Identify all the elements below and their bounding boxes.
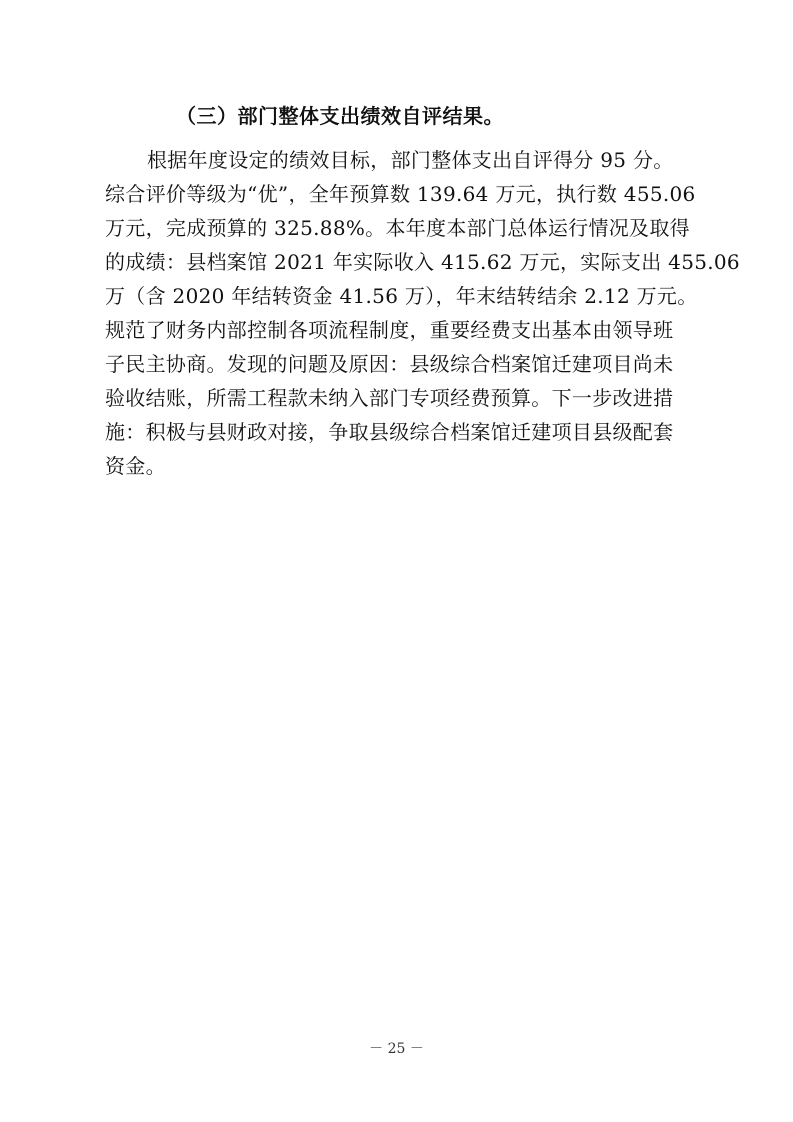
paragraph-line: 的成绩：县档案馆 2021 年实际收入 415.62 万元，实际支出 455.06 — [105, 250, 740, 274]
paragraph-line: 子民主协商。发现的问题及原因：县级综合档案馆迁建项目尚未 — [105, 352, 674, 376]
paragraph-line: 规范了财务内部控制各项流程制度，重要经费支出基本由领导班 — [105, 318, 674, 342]
paragraph — [105, 143, 740, 483]
paragraph-line: 施：积极与县财政对接，争取县级综合档案馆迁建项目县级配套 — [105, 420, 674, 444]
paragraph-line: 资金。 — [105, 454, 166, 478]
paragraph-line: 验收结账，所需工程款未纳入部门专项经费预算。下一步改进措 — [105, 386, 674, 410]
section-heading: （三）部门整体支出绩效自评结果。 — [176, 104, 504, 128]
paragraph-line: 万（含 2020 年结转资金 41.56 万），年末结转结余 2.12 万元。 — [105, 284, 698, 308]
paragraph-line: 万元，完成预算的 325.88%。本年度本部门总体运行情况及取得 — [105, 216, 690, 240]
page-number: － 25 － — [369, 1041, 424, 1057]
paragraph-line: 综合评价等级为“优”，全年预算数 139.64 万元，执行数 455.06 — [105, 182, 696, 206]
paragraph-line: 根据年度设定的绩效目标，部门整体支出自评得分 95 分。 — [147, 148, 674, 172]
